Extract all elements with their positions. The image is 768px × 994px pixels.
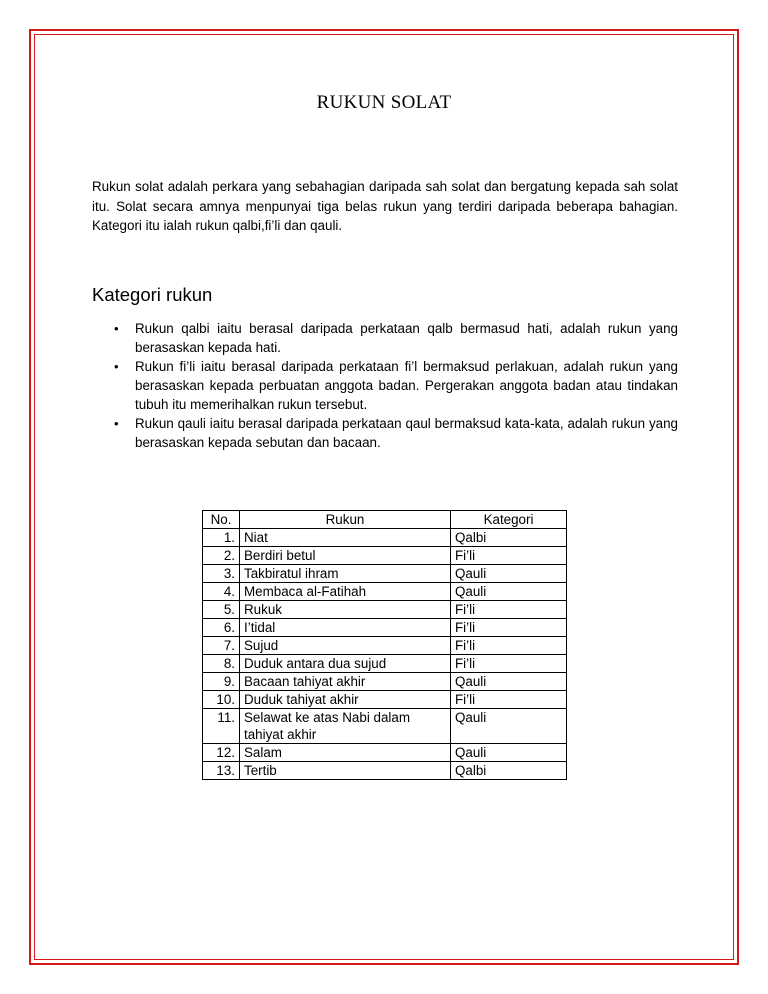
cell-no: 4.: [203, 583, 240, 601]
table-row: [203, 529, 567, 547]
table-row: [203, 709, 567, 744]
table-row: [203, 673, 567, 691]
cell-rukun: Niat: [240, 529, 451, 547]
bullet-icon: •: [114, 416, 119, 431]
cell-rukun: Salam: [240, 744, 451, 762]
cell-rukun: Duduk antara dua sujud: [240, 655, 451, 673]
bullet-text: Rukun qauli iaitu berasal daripada perkataan qaul bermaksud kata-kata, adalah rukun yang berasaskan kepada sebutan dan bacaan.: [135, 416, 678, 450]
cell-no: 8.: [203, 655, 240, 673]
cell-kategori: Fi’li: [451, 619, 567, 637]
cell-no: 9.: [203, 673, 240, 691]
cell-rukun: Tertib: [240, 762, 451, 780]
table-row: [203, 565, 567, 583]
table-row: [203, 691, 567, 709]
cell-kategori: Fi’li: [451, 547, 567, 565]
bullet-item-qalbi: [92, 319, 678, 357]
bullet-item-qauli: [92, 414, 678, 452]
cell-rukun: Berdiri betul: [240, 547, 451, 565]
cell-kategori: Fi’li: [451, 601, 567, 619]
table-header-row: [203, 511, 567, 529]
cell-kategori: Qauli: [451, 583, 567, 601]
cell-kategori: Qalbi: [451, 529, 567, 547]
cell-kategori: Qauli: [451, 565, 567, 583]
cell-rukun: Takbiratul ihram: [240, 565, 451, 583]
cell-rukun: Bacaan tahiyat akhir: [240, 673, 451, 691]
bullet-text: Rukun fi’li iaitu berasal daripada perkataan fi’l bermaksud perlakuan, adalah rukun yang berasaskan kepada perbuatan anggota badan. Pergerakan anggota badan atau tindakan tubuh itu memerihalkan rukun tersebut.: [135, 359, 678, 412]
rukun-table: [202, 510, 567, 780]
table-row: [203, 744, 567, 762]
header-no: No.: [203, 511, 240, 529]
table-row: [203, 583, 567, 601]
header-kategori: Kategori: [451, 511, 567, 529]
cell-rukun: Selawat ke atas Nabi dalam tahiyat akhir: [240, 709, 451, 744]
table-row: [203, 637, 567, 655]
cell-no: 12.: [203, 744, 240, 762]
section-heading: Kategori rukun: [92, 284, 213, 305]
page-title: RUKUN SOLAT: [316, 92, 452, 113]
cell-no: 2.: [203, 547, 240, 565]
cell-kategori: Qauli: [451, 673, 567, 691]
cell-kategori: Fi’li: [451, 655, 567, 673]
category-bullet-list: [92, 319, 678, 452]
cell-no: 10.: [203, 691, 240, 709]
cell-no: 7.: [203, 637, 240, 655]
intro-paragraph: Rukun solat adalah perkara yang sebahagian daripada sah solat dan bergatung kepada sah solat itu. Solat secara amnya menpunyai tiga belas rukun yang terdiri daripada beberapa bahagian. Kategori itu ialah rukun qalbi,fi’li dan qauli.: [92, 179, 678, 233]
cell-kategori: Qalbi: [451, 762, 567, 780]
header-rukun: Rukun: [240, 511, 451, 529]
cell-kategori: Fi’li: [451, 691, 567, 709]
table-row: [203, 619, 567, 637]
bullet-icon: •: [114, 359, 119, 374]
table-row: [203, 601, 567, 619]
cell-rukun: Membaca al-Fatihah: [240, 583, 451, 601]
table-row: [203, 655, 567, 673]
cell-kategori: Qauli: [451, 709, 567, 744]
table-row: [203, 762, 567, 780]
cell-rukun: I’tidal: [240, 619, 451, 637]
cell-kategori: Qauli: [451, 744, 567, 762]
table-row: [203, 547, 567, 565]
cell-rukun: Rukuk: [240, 601, 451, 619]
bullet-icon: •: [114, 321, 119, 336]
cell-no: 3.: [203, 565, 240, 583]
cell-no: 5.: [203, 601, 240, 619]
cell-no: 6.: [203, 619, 240, 637]
cell-kategori: Fi’li: [451, 637, 567, 655]
page-border-inner: [34, 34, 734, 960]
cell-no: 1.: [203, 529, 240, 547]
cell-no: 11.: [203, 709, 240, 744]
cell-rukun: Duduk tahiyat akhir: [240, 691, 451, 709]
bullet-item-fili: [92, 357, 678, 414]
bullet-text: Rukun qalbi iaitu berasal daripada perkataan qalb bermasud hati, adalah rukun yang berasaskan kepada hati.: [135, 321, 678, 355]
cell-rukun: Sujud: [240, 637, 451, 655]
cell-no: 13.: [203, 762, 240, 780]
